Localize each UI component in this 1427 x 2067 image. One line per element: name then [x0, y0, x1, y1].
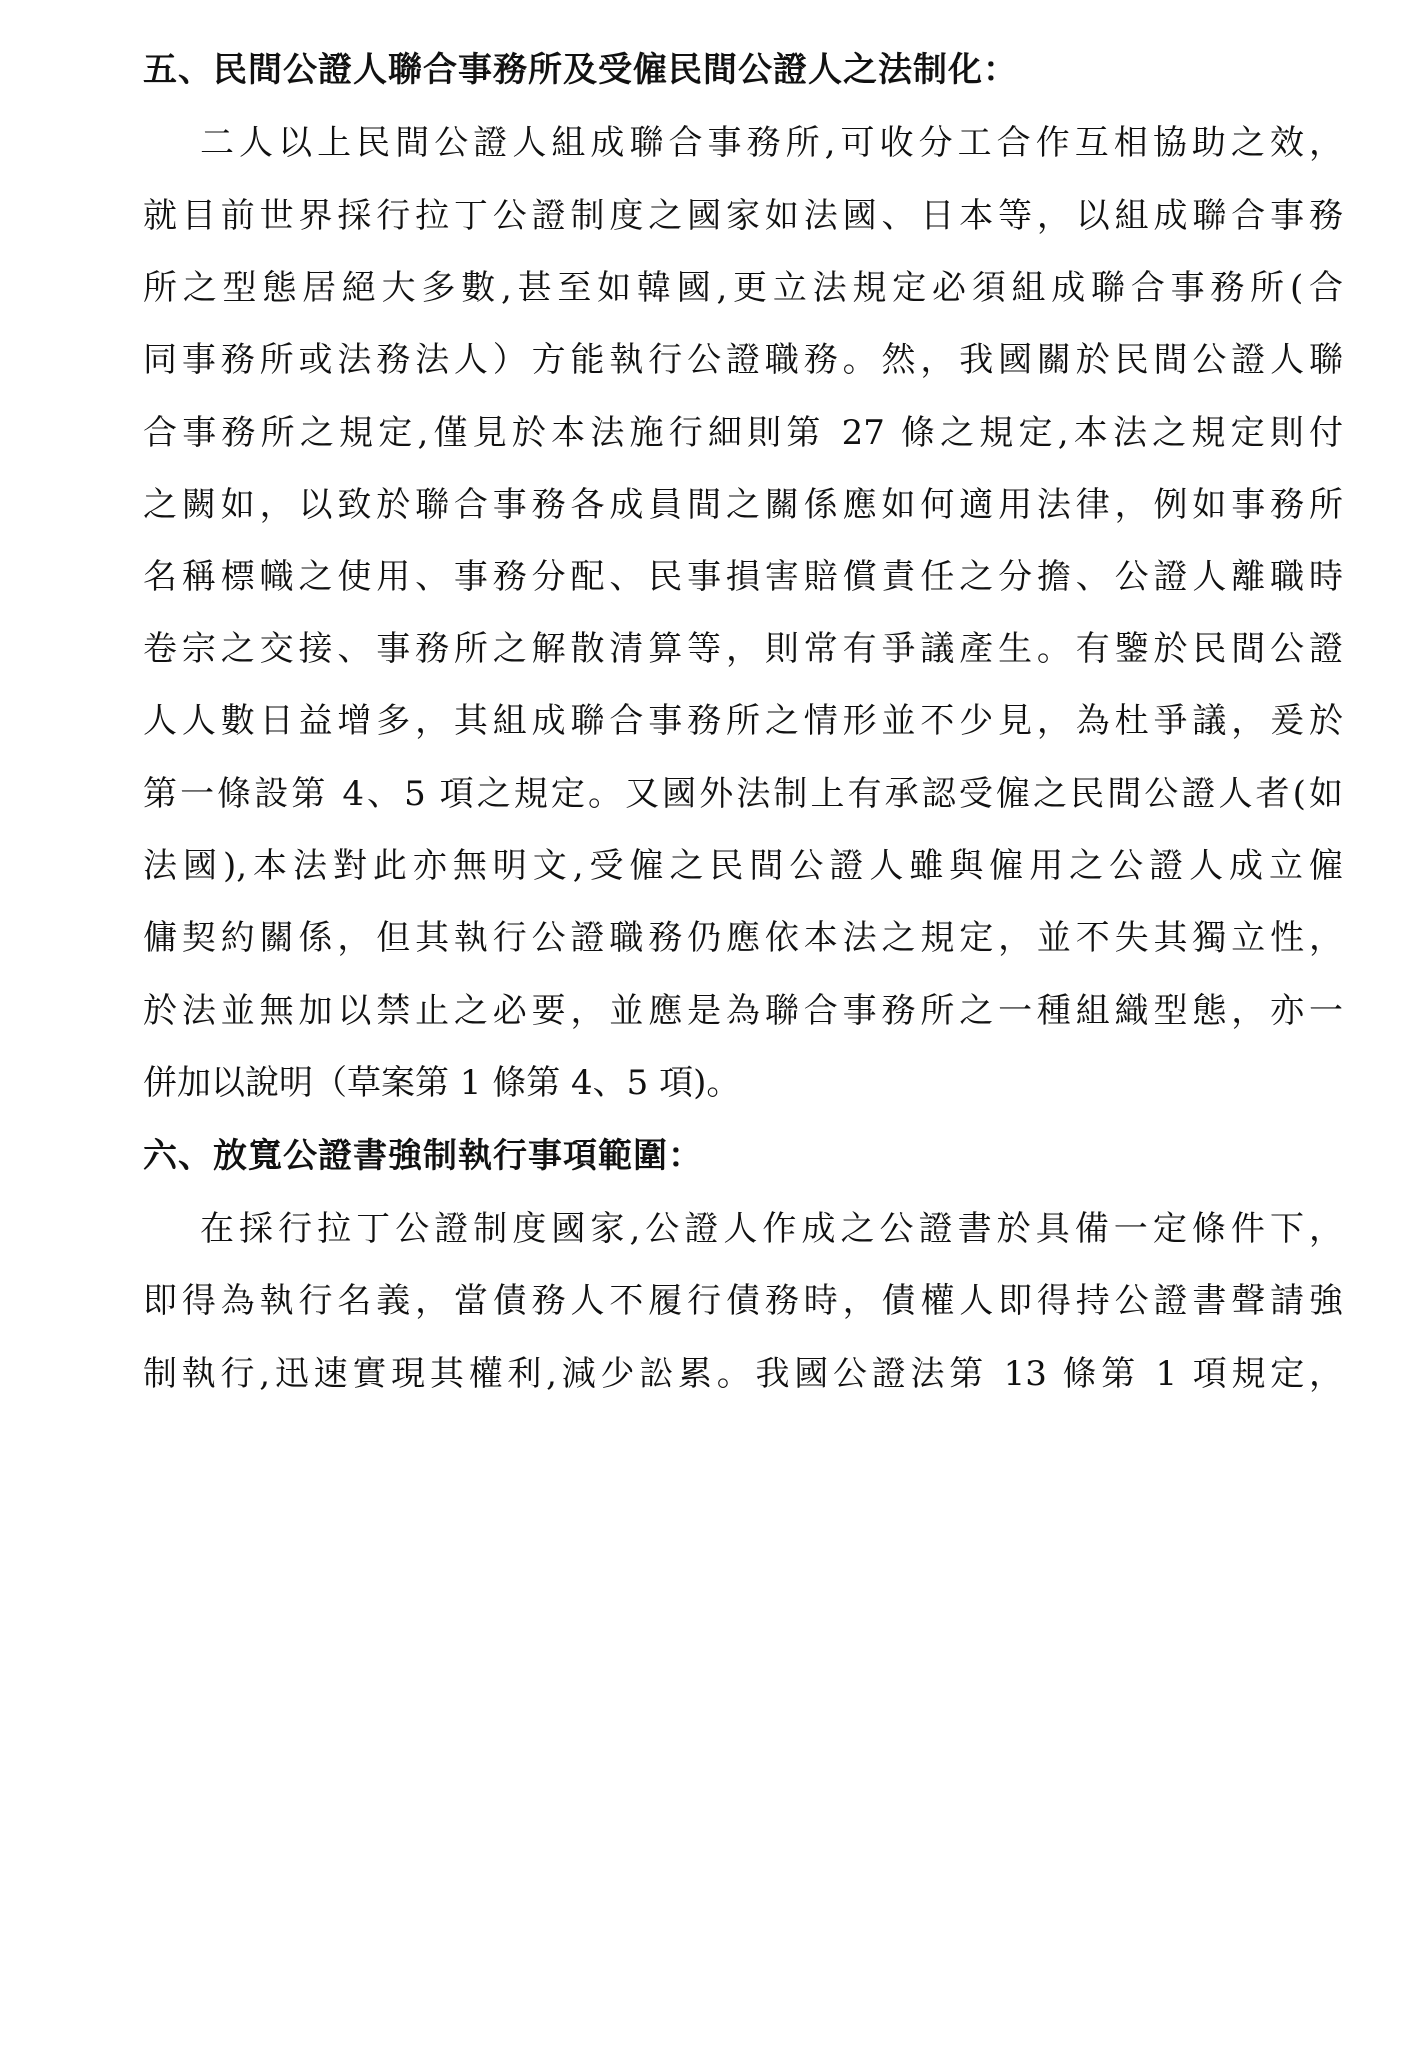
paragraph-line: 合事務所之規定,僅見於本法施行細則第 27 條之規定,本法之規定則付 [143, 413, 1343, 453]
paragraph-line: 名稱標幟之使用、事務分配、民事損害賠償責任之分擔、公證人離職時 [143, 557, 1343, 597]
paragraph-line: 第一條設第 4、5 項之規定。又國外法制上有承認受僱之民間公證人者(如 [143, 774, 1343, 814]
paragraph-line: 即得為執行名義，當債務人不履行債務時，債權人即得持公證書聲請強 [143, 1281, 1343, 1321]
paragraph-line: 於法並無加以禁止之必要，並應是為聯合事務所之一種組織型態，亦一 [143, 991, 1343, 1031]
paragraph-line: 制執行,迅速實現其權利,減少訟累。我國公證法第 13 條第 1 項規定， [143, 1354, 1343, 1394]
paragraph-line: 傭契約關係，但其執行公證職務仍應依本法之規定，並不失其獨立性， [143, 918, 1343, 958]
section-5-heading: 五、民間公證人聯合事務所及受僱民間公證人之法制化： [143, 50, 1018, 90]
paragraph-line: 人人數日益增多，其組成聯合事務所之情形並不少見，為杜爭議，爰於 [143, 701, 1343, 741]
paragraph-line: 在採行拉丁公證制度國家,公證人作成之公證書於具備一定條件下， [200, 1209, 1343, 1249]
paragraph-line: 所之型態居絕大多數,甚至如韓國,更立法規定必須組成聯合事務所(合 [143, 268, 1343, 308]
paragraph-line: 就目前世界採行拉丁公證制度之國家如法國、日本等，以組成聯合事務 [143, 196, 1343, 236]
paragraph-line: 法國),本法對此亦無明文,受僱之民間公證人雖與僱用之公證人成立僱 [143, 846, 1343, 886]
paragraph-line: 卷宗之交接、事務所之解散清算等，則常有爭議產生。有鑒於民間公證 [143, 629, 1343, 669]
section-6-heading: 六、放寬公證書強制執行事項範圍： [143, 1136, 703, 1176]
paragraph-line: 同事務所或法務法人）方能執行公證職務。然，我國關於民間公證人聯 [143, 340, 1343, 380]
paragraph-line: 併加以說明（草案第 1 條第 4、5 項)。 [143, 1063, 741, 1103]
paragraph-line: 二人以上民間公證人組成聯合事務所,可收分工合作互相協助之效， [200, 123, 1343, 163]
paragraph-line: 之闕如，以致於聯合事務各成員間之關係應如何適用法律，例如事務所 [143, 485, 1343, 525]
